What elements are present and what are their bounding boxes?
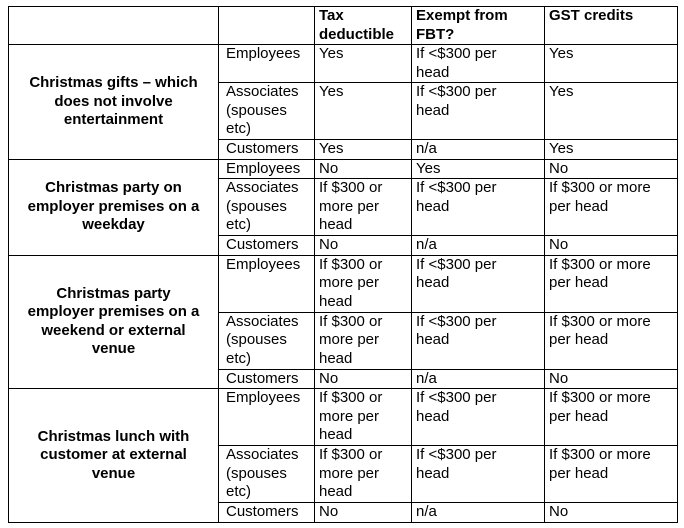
fbt-exempt-cell: n/a	[412, 140, 545, 160]
gst-credits-cell: Yes	[545, 140, 678, 160]
gst-credits-cell: No	[545, 503, 678, 523]
gst-credits-cell: Yes	[545, 83, 678, 140]
recipient-cell: Employees	[219, 389, 315, 446]
gst-credits-cell: Yes	[545, 45, 678, 83]
header-recipient	[219, 7, 315, 45]
fbt-exempt-cell: If <$300 per head	[412, 255, 545, 312]
recipient-cell: Associates (spouses etc)	[219, 446, 315, 503]
fbt-exempt-cell: If <$300 per head	[412, 389, 545, 446]
gst-credits-cell: If $300 or more per head	[545, 179, 678, 236]
tax-deductible-cell: If $300 or more per head	[315, 312, 412, 369]
tax-deductible-cell: No	[315, 236, 412, 256]
category-cell: Christmas lunch with customer at external venue	[9, 389, 219, 523]
tax-deductible-cell: Yes	[315, 45, 412, 83]
fbt-exempt-cell: n/a	[412, 236, 545, 256]
category-cell: Christmas party employer premises on a weekend or external venue	[9, 255, 219, 389]
tax-deductible-cell: No	[315, 503, 412, 523]
category-cell: Christmas gifts – which does not involve entertainment	[9, 45, 219, 160]
fbt-exempt-cell: Yes	[412, 159, 545, 179]
recipient-cell: Employees	[219, 255, 315, 312]
fbt-exempt-cell: n/a	[412, 369, 545, 389]
header-tax-deductible: Tax deductible	[315, 7, 412, 45]
gst-credits-cell: If $300 or more per head	[545, 389, 678, 446]
table-row	[9, 159, 678, 179]
tax-deductible-cell: If $300 or more per head	[315, 179, 412, 236]
fbt-exempt-cell: n/a	[412, 503, 545, 523]
gst-credits-cell: No	[545, 236, 678, 256]
tax-deductible-cell: No	[315, 369, 412, 389]
table-row	[9, 389, 678, 446]
recipient-cell: Associates (spouses etc)	[219, 83, 315, 140]
table-row	[9, 255, 678, 312]
fbt-exempt-cell: If <$300 per head	[412, 312, 545, 369]
gst-credits-cell: If $300 or more per head	[545, 255, 678, 312]
fbt-exempt-cell: If <$300 per head	[412, 179, 545, 236]
recipient-cell: Customers	[219, 140, 315, 160]
fbt-exempt-cell: If <$300 per head	[412, 83, 545, 140]
fbt-exempt-cell: If <$300 per head	[412, 45, 545, 83]
header-exempt-from-fbt: Exempt from FBT?	[412, 7, 545, 45]
tax-deductible-cell: Yes	[315, 83, 412, 140]
christmas-tax-table	[8, 6, 678, 523]
recipient-cell: Customers	[219, 369, 315, 389]
tax-deductible-cell: If $300 or more per head	[315, 255, 412, 312]
table-row	[9, 45, 678, 83]
recipient-cell: Associates (spouses etc)	[219, 312, 315, 369]
tax-deductible-cell: If $300 or more per head	[315, 389, 412, 446]
tax-deductible-cell: If $300 or more per head	[315, 446, 412, 503]
gst-credits-cell: If $300 or more per head	[545, 312, 678, 369]
tax-deductible-cell: Yes	[315, 140, 412, 160]
tax-deductible-cell: No	[315, 159, 412, 179]
category-cell: Christmas party on employer premises on a weekday	[9, 159, 219, 255]
gst-credits-cell: No	[545, 369, 678, 389]
recipient-cell: Customers	[219, 236, 315, 256]
recipient-cell: Customers	[219, 503, 315, 523]
header-gst-credits: GST credits	[545, 7, 678, 45]
header-category	[9, 7, 219, 45]
recipient-cell: Employees	[219, 45, 315, 83]
gst-credits-cell: If $300 or more per head	[545, 446, 678, 503]
recipient-cell: Associates (spouses etc)	[219, 179, 315, 236]
gst-credits-cell: No	[545, 159, 678, 179]
header-row	[9, 7, 678, 45]
recipient-cell: Employees	[219, 159, 315, 179]
fbt-exempt-cell: If <$300 per head	[412, 446, 545, 503]
